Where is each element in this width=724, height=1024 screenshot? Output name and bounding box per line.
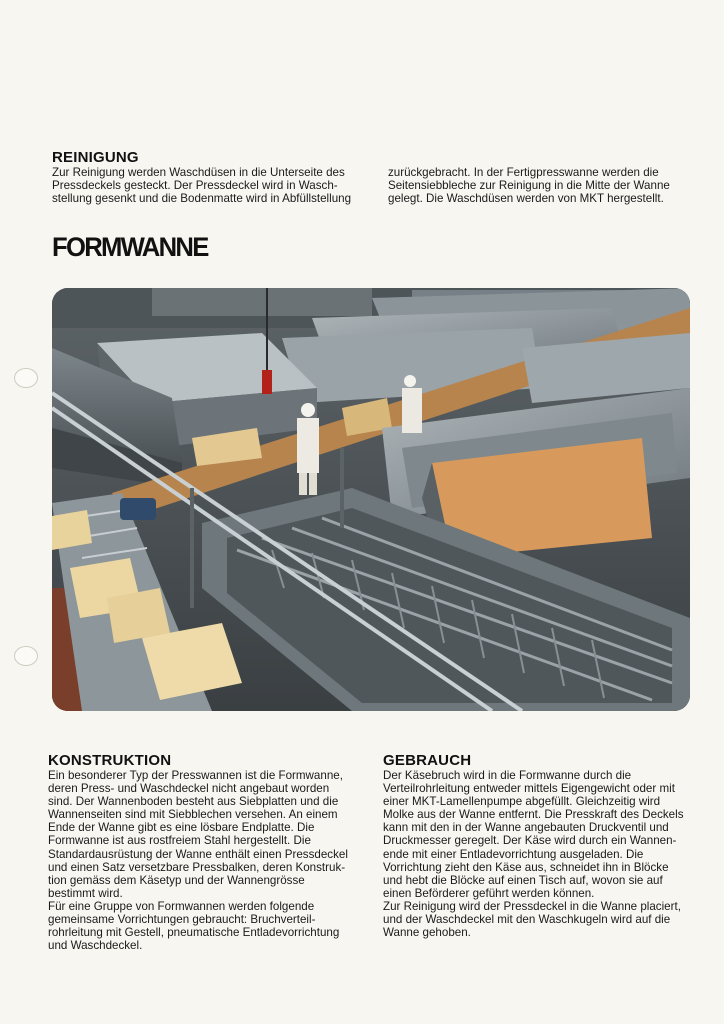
text-line: rohrleitung mit Gestell, pneumatische Entladevorrichtung <box>48 926 340 940</box>
punch-hole-upper <box>14 368 38 388</box>
factory-photo <box>52 288 690 711</box>
text-line: zurückgebracht. In der Fertigpresswanne werden die <box>388 166 659 179</box>
text-line: und Waschdeckel. <box>48 939 143 953</box>
text-line: bestimmt wird. <box>48 886 123 900</box>
gebrauch-text <box>383 769 686 939</box>
text-line: Formwanne ist aus rostfreiem Stahl hergestellt. Die <box>48 834 311 848</box>
text-line: tion gemäss dem Käsetyp und der Wannengrösse <box>48 873 305 887</box>
reinigung-text-col2 <box>388 166 690 205</box>
text-line: Ende der Wanne gibt es eine lösbare Endplatte. Die <box>48 821 315 835</box>
cheese-vat-illustration <box>52 288 690 711</box>
text-line: Pressdeckels gesteckt. Der Pressdeckel wird in Wasch- <box>52 179 338 193</box>
text-line: Zur Reinigung wird der Pressdeckel in die Wanne placiert, <box>383 899 681 913</box>
text-line: gelegt. Die Waschdüsen werden von MKT hergestellt. <box>388 192 664 206</box>
gebrauch-heading: GEBRAUCH <box>383 752 472 769</box>
text-line: Seitensiebbleche zur Reinigung in die Mitte der Wanne <box>388 179 670 193</box>
reinigung-heading: REINIGUNG <box>52 149 139 166</box>
text-line: deren Press- und Waschdeckel nicht angebaut worden <box>48 782 330 796</box>
text-line: Verteilrohrleitung entweder mittels Eigengewicht oder mit <box>383 782 675 796</box>
text-line: Molke aus der Wanne entfernt. Die Presskraft des Deckels <box>383 808 684 822</box>
text-line: Wannenseiten sind mit Siebblechen versehen. An einem <box>48 808 338 822</box>
text-line: ende mit einer Entladevorrichtung ausgeladen. Die <box>383 847 644 861</box>
text-line: einer MKT-Lamellenpumpe abgefüllt. Gleichzeitig wird <box>383 795 661 809</box>
text-line: sind. Der Wannenboden besteht aus Siebplatten und die <box>48 795 339 809</box>
text-line: Druckmesser geregelt. Der Käse wird durch ein Wannen- <box>383 834 677 848</box>
punch-hole-lower <box>14 646 38 666</box>
text-line: Für eine Gruppe von Formwannen werden folgende <box>48 899 315 913</box>
text-line: Standardausrüstung der Wanne enthält einen Pressdeckel <box>48 847 348 861</box>
konstruktion-text <box>48 769 351 952</box>
text-line: stellung gesenkt und die Bodenmatte wird in Abfüllstellung <box>52 192 352 206</box>
text-line: und hebt die Blöcke auf einen Tisch auf, wovon sie auf <box>383 873 663 887</box>
page-title: FORMWANNE <box>52 232 208 262</box>
text-line: und einen Satz versetzbare Pressbalken, deren Konstruk- <box>48 860 346 874</box>
text-line: und der Waschdeckel mit den Waschkugeln wird auf die <box>383 913 671 927</box>
text-line: Vorrichtung zieht den Käse aus, schneidet ihn in Blöcke <box>383 860 669 874</box>
konstruktion-heading: KONSTRUKTION <box>48 752 172 769</box>
text-line: Ein besonderer Typ der Presswannen ist die Formwanne, <box>48 769 343 782</box>
text-line: gemeinsame Vorrichtungen gebraucht: Bruchverteil- <box>48 913 316 927</box>
text-line: einen Beförderer geführt werden können. <box>383 886 595 900</box>
text-line: kann mit den in der Wanne angebauten Druckventil und <box>383 821 669 835</box>
text-line: Der Käsebruch wird in die Formwanne durch die <box>383 769 632 782</box>
text-line: Zur Reinigung werden Waschdüsen in die Unterseite des <box>52 166 345 179</box>
reinigung-text-col1 <box>52 166 356 205</box>
text-line: Wanne gehoben. <box>383 926 471 940</box>
